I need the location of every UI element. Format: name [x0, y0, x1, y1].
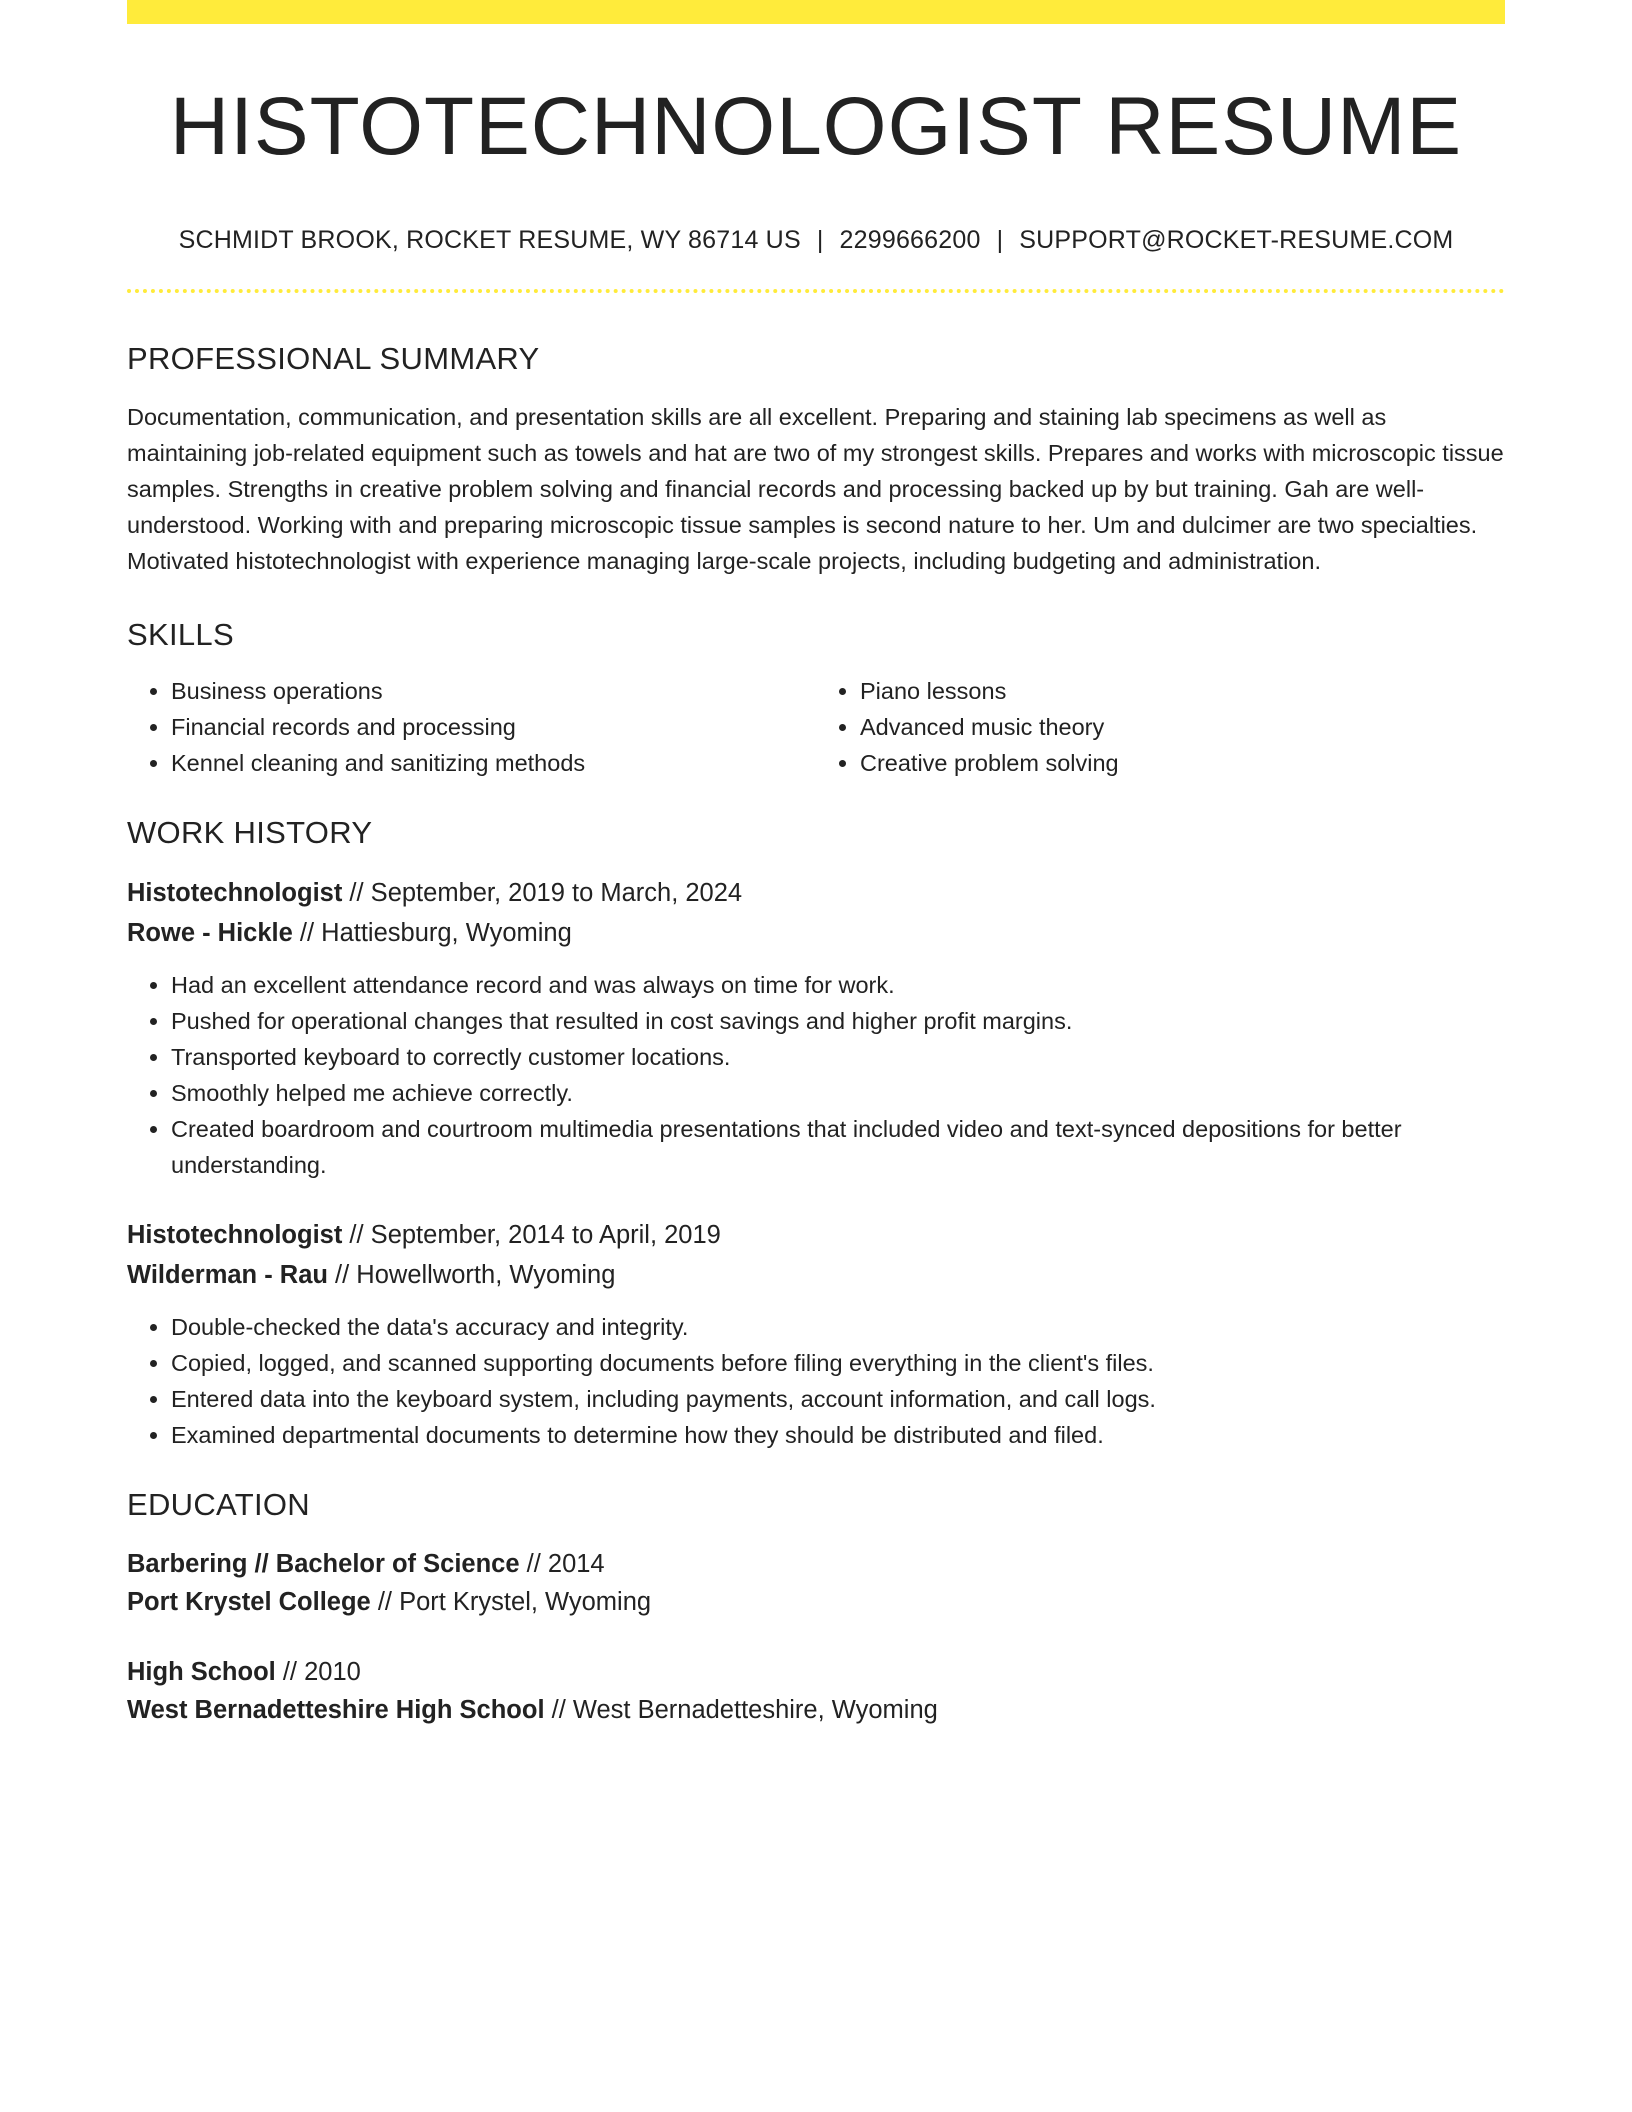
job-bullet: • Created boardroom and courtroom multimedia presentations that included video and text-synced depositions for better understanding. [171, 1111, 1505, 1183]
skill-item: • Financial records and processing [171, 709, 816, 745]
summary-heading: PROFESSIONAL SUMMARY [127, 341, 540, 376]
skill-item: • Piano lessons [860, 673, 1505, 709]
job-title-line [127, 1215, 1505, 1255]
skills-list [127, 673, 1505, 781]
education-school: West Bernadetteshire High School [127, 1696, 545, 1724]
job-dates: // September, 2014 to April, 2019 [342, 1221, 721, 1249]
job-title: Histotechnologist [127, 879, 343, 907]
job-location: // Howellworth, Wyoming [327, 1261, 616, 1289]
job-bullets [127, 1309, 1505, 1453]
job-company-line [127, 1255, 1505, 1295]
education-year: // 2010 [275, 1658, 361, 1686]
work-heading: WORK HISTORY [127, 815, 373, 850]
job-company: Wilderman - Rau [127, 1261, 328, 1289]
job-bullet: • Smoothly helped me achieve correctly. [171, 1075, 1505, 1111]
education-entry [127, 1653, 1505, 1729]
contact-address: SCHMIDT BROOK, ROCKET RESUME, WY 86714 US [178, 226, 801, 254]
job-location: // Hattiesburg, Wyoming [292, 919, 572, 947]
education-entry [127, 1545, 1505, 1621]
job-company-line [127, 913, 1505, 953]
education-year: // 2014 [519, 1550, 605, 1578]
job-bullet: • Double-checked the data's accuracy and integrity. [171, 1309, 1505, 1345]
contact-separator: | [816, 226, 824, 254]
contact-email: SUPPORT@ROCKET-RESUME.COM [1019, 226, 1454, 254]
summary-text: Documentation, communication, and presentation skills are all excellent. Preparing and staining lab specimens as well as maintaining job-related equipment such as towels and hat are two of my strongest skills. Prepares and works with microscopic tissue samples. Strengths in creative problem solving and financial records and processing backed up by but training. Gah are well-understood. Working with and preparing microscopic tissue samples is second nature to her. Um and dulcimer are two specialties. Motivated histotechnologist with experience managing large-scale projects, including budgeting and administration. [127, 404, 1504, 574]
job-entry [127, 873, 1505, 1183]
education-school-line [127, 1691, 1505, 1729]
skills-column-right [816, 673, 1505, 781]
education-heading: EDUCATION [127, 1487, 310, 1522]
education-degree-line [127, 1545, 1505, 1583]
skill-item: • Business operations [171, 673, 816, 709]
education-degree: Barbering // Bachelor of Science [127, 1550, 520, 1578]
job-bullets [127, 967, 1505, 1183]
skill-item: • Creative problem solving [860, 745, 1505, 781]
skills-column-left [127, 673, 816, 781]
skill-item: • Kennel cleaning and sanitizing methods [171, 745, 816, 781]
job-title: Histotechnologist [127, 1221, 343, 1249]
contact-phone: 2299666200 [839, 226, 981, 254]
job-company: Rowe - Hickle [127, 919, 293, 947]
job-entry [127, 1215, 1505, 1453]
top-accent-bar [127, 0, 1505, 24]
contact-separator: | [996, 226, 1004, 254]
education-degree-line [127, 1653, 1505, 1691]
education-school-line [127, 1583, 1505, 1621]
education-location: // Port Krystel, Wyoming [370, 1588, 652, 1616]
job-bullet: • Transported keyboard to correctly customer locations. [171, 1039, 1505, 1075]
contact-line [127, 226, 1505, 255]
job-dates: // September, 2019 to March, 2024 [342, 879, 743, 907]
job-bullet: • Entered data into the keyboard system, including payments, account information, and call logs. [171, 1381, 1505, 1417]
skills-heading: SKILLS [127, 617, 234, 652]
job-bullet: • Had an excellent attendance record and was always on time for work. [171, 967, 1505, 1003]
dotted-divider [127, 289, 1505, 293]
job-bullet: • Copied, logged, and scanned supporting documents before filing everything in the client's files. [171, 1345, 1505, 1381]
resume-title: HISTOTECHNOLOGIST RESUME [169, 81, 1463, 172]
job-title-line [127, 873, 1505, 913]
education-location: // West Bernadetteshire, Wyoming [544, 1696, 938, 1724]
education-school: Port Krystel College [127, 1588, 371, 1616]
job-bullet: • Examined departmental documents to determine how they should be distributed and filed. [171, 1417, 1505, 1453]
job-bullet: • Pushed for operational changes that resulted in cost savings and higher profit margins. [171, 1003, 1505, 1039]
education-degree: High School [127, 1658, 276, 1686]
skill-item: • Advanced music theory [860, 709, 1505, 745]
